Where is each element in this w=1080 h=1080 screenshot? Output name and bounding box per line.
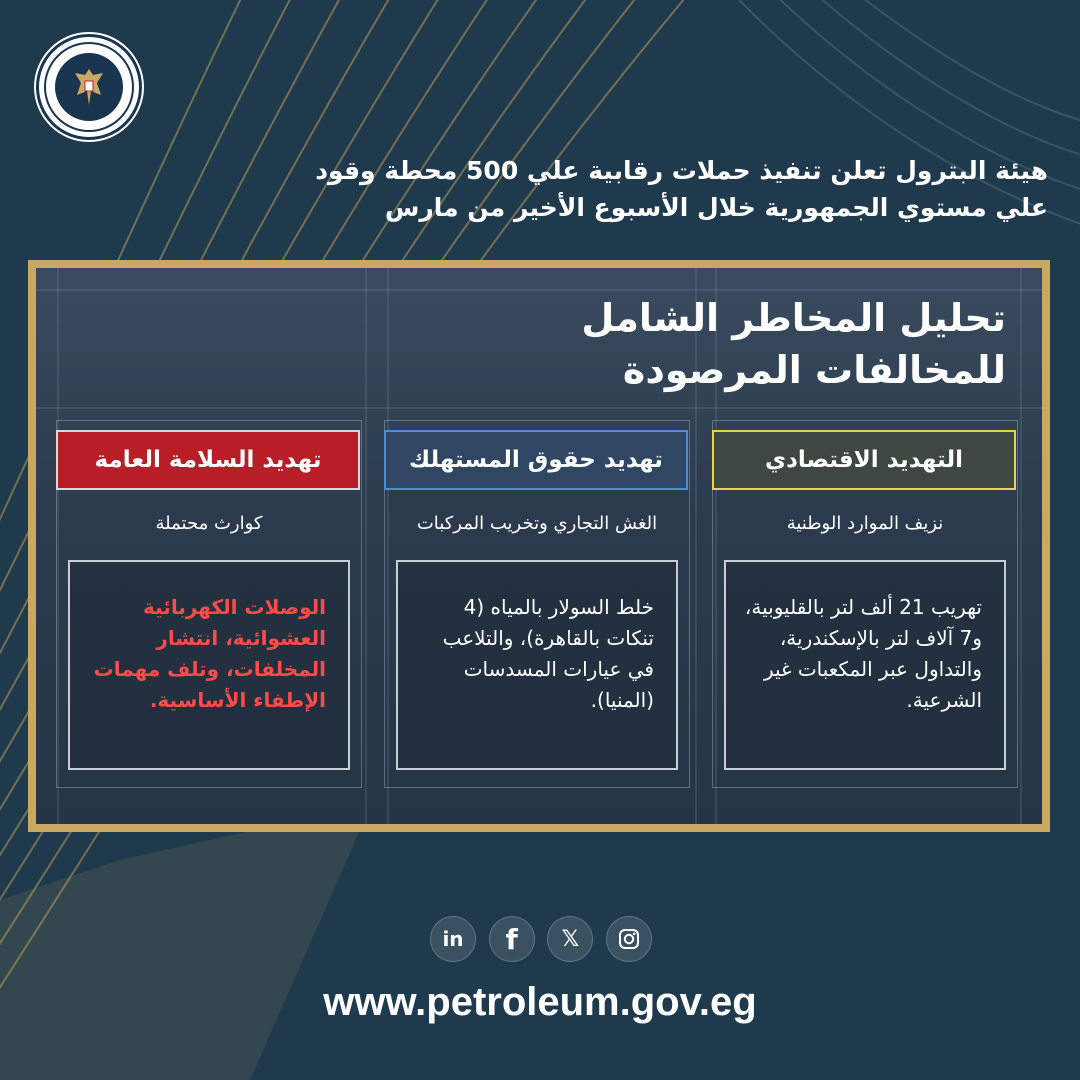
consumer-rights-threat-details: خلط السولار بالمياه (4 تنكات بالقاهرة)، والتلاعب في عيارات المسدسات (المنيا). <box>396 560 678 770</box>
economic-threat-subtitle: نزيف الموارد الوطنية <box>786 513 944 534</box>
social-links <box>430 916 652 964</box>
column-consumer-rights-threat <box>384 430 690 810</box>
headline-line-2: علي مستوي الجمهورية خلال الأسبوع الأخير من مارس <box>384 193 1048 222</box>
instagram-glyph <box>618 928 640 950</box>
public-safety-threat-subtitle: كوارث محتملة <box>155 513 263 534</box>
board-title-line-1: تحليل المخاطر الشامل <box>581 296 1006 340</box>
logo-emblem-area <box>55 53 123 121</box>
facebook-icon[interactable] <box>489 916 535 962</box>
board-title <box>486 292 1006 396</box>
economic-threat-header: التهديد الاقتصادي <box>712 430 1016 490</box>
public-safety-threat-details: الوصلات الكهربائية العشوائية، انتشار المخلفات، وتلف مهمات الإطفاء الأساسية. <box>68 560 350 770</box>
website-url[interactable]: www.petroleum.gov.eg <box>323 980 757 1024</box>
column-economic-threat <box>712 430 1018 810</box>
economic-threat-details: تهريب 21 ألف لتر بالقليوبية، و7 آلاف لتر بالإسكندرية، والتداول عبر المكعبات غير الشرعية. <box>724 560 1006 770</box>
x-label: 𝕏 <box>561 926 580 952</box>
x-icon[interactable] <box>547 916 593 962</box>
instagram-icon[interactable] <box>606 916 652 962</box>
consumer-rights-threat-header: تهديد حقوق المستهلك <box>384 430 688 490</box>
facebook-label: f <box>505 922 518 956</box>
headline-line-1: هيئة البترول تعلن تنفيذ حملات رقابية علي 500 محطة وقود <box>315 156 1048 185</box>
public-safety-threat-header: تهديد السلامة العامة <box>56 430 360 490</box>
board-title-line-2: للمخالفات المرصودة <box>622 348 1006 392</box>
linkedin-icon[interactable] <box>430 916 476 962</box>
column-public-safety-threat <box>56 430 362 810</box>
risk-analysis-board <box>28 260 1050 832</box>
headline <box>288 152 1048 226</box>
linkedin-label: in <box>442 927 464 951</box>
eagle-emblem-icon <box>69 65 109 109</box>
ministry-logo <box>36 34 142 140</box>
consumer-rights-threat-subtitle: الغش التجاري وتخريب المركبات <box>416 513 658 534</box>
